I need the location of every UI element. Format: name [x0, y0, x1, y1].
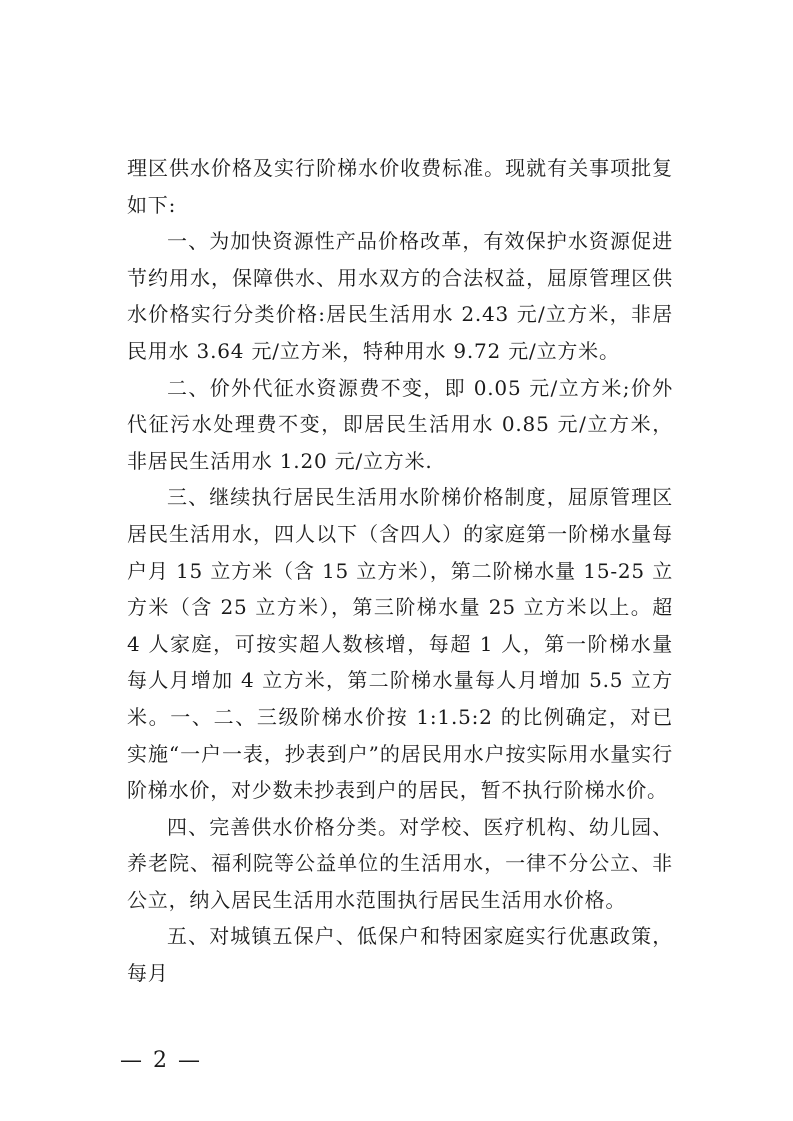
- paragraph-item-1: 一、为加快资源性产品价格改革，有效保护水资源促进节约用水，保障供水、用水双方的合法权益，屈原管理区供水价格实行分类价格:居民生活用水 2.43 元/立方米，非居民用水 3.64 元/立方米，特种用水 9.72 元/立方米。: [127, 229, 673, 363]
- paragraph-item-5: 五、对城镇五保户、低保户和特困家庭实行优惠政策，每月: [127, 924, 673, 986]
- paragraph-item-3: 三、继续执行居民生活用水阶梯价格制度，屈原管理区居民生活用水，四人以下（含四人）的家庭第一阶梯水量每户月 15 立方米（含 15 立方米），第二阶梯水量 15-25 立方米（含 25 立方米），第三阶梯水量 25 立方米以上。超 4 人家庭，可按实超人数核增，每超 1 人，第一阶梯水量每人月增加 4 立方米，第二阶梯水量每人月增加 5.5 立方米。一、二、三级阶梯水价按 1:1.5:2 的比例确定，对已实施“一户一表，抄表到户”的居民用水户按实际用水量实行阶梯水价，对少数未抄表到户的居民，暂不执行阶梯水价。: [127, 485, 673, 803]
- paragraph-item-4: 四、完善供水价格分类。对学校、医疗机构、幼儿园、养老院、福利院等公益单位的生活用水，一律不分公立、非公立，纳入居民生活用水范围执行居民生活用水价格。: [127, 814, 673, 912]
- page-number: — 2 —: [120, 1048, 202, 1073]
- paragraph-item-2: 二、价外代征水资源费不变，即 0.05 元/立方米;价外代征污水处理费不变，即居民生活用水 0.85 元/立方米，非居民生活用水 1.20 元/立方米.: [127, 375, 673, 473]
- document-body: [127, 150, 673, 992]
- paragraph-intro: 理区供水价格及实行阶梯水价收费标准。现就有关事项批复如下:: [127, 156, 673, 217]
